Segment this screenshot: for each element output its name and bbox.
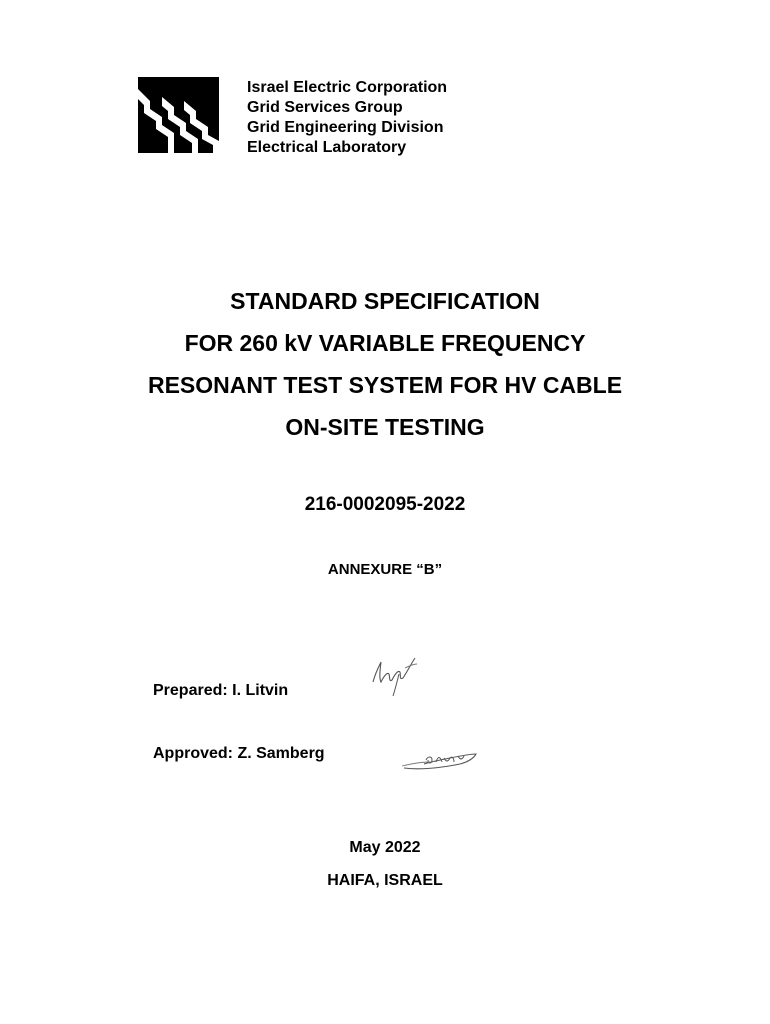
handwritten-signature-icon <box>365 652 425 698</box>
issue-date: May 2022 <box>349 839 421 856</box>
prepared-by: Prepared: I. Litvin <box>153 682 289 699</box>
group-name: Grid Services Group <box>247 99 403 116</box>
laboratory-name: Electrical Laboratory <box>247 139 407 156</box>
document-title <box>0 280 770 448</box>
title-line-1: STANDARD SPECIFICATION <box>230 288 540 314</box>
handwritten-signature-icon <box>400 748 480 774</box>
approved-by: Approved: Z. Samberg <box>153 745 325 762</box>
title-line-3: RESONANT TEST SYSTEM FOR HV CABLE <box>147 372 623 398</box>
title-line-2: FOR 260 kV VARIABLE FREQUENCY <box>184 330 586 356</box>
document-number: 216-0002095-2022 <box>304 494 466 515</box>
division-name: Grid Engineering Division <box>247 119 444 136</box>
annexure-label: ANNEXURE “B” <box>327 561 443 578</box>
title-line-4: ON-SITE TESTING <box>285 414 485 440</box>
iec-logo-icon <box>138 77 219 153</box>
issue-place: HAIFA, ISRAEL <box>327 872 443 889</box>
organization-name: Israel Electric Corporation <box>247 79 448 96</box>
organization-block <box>247 78 447 158</box>
